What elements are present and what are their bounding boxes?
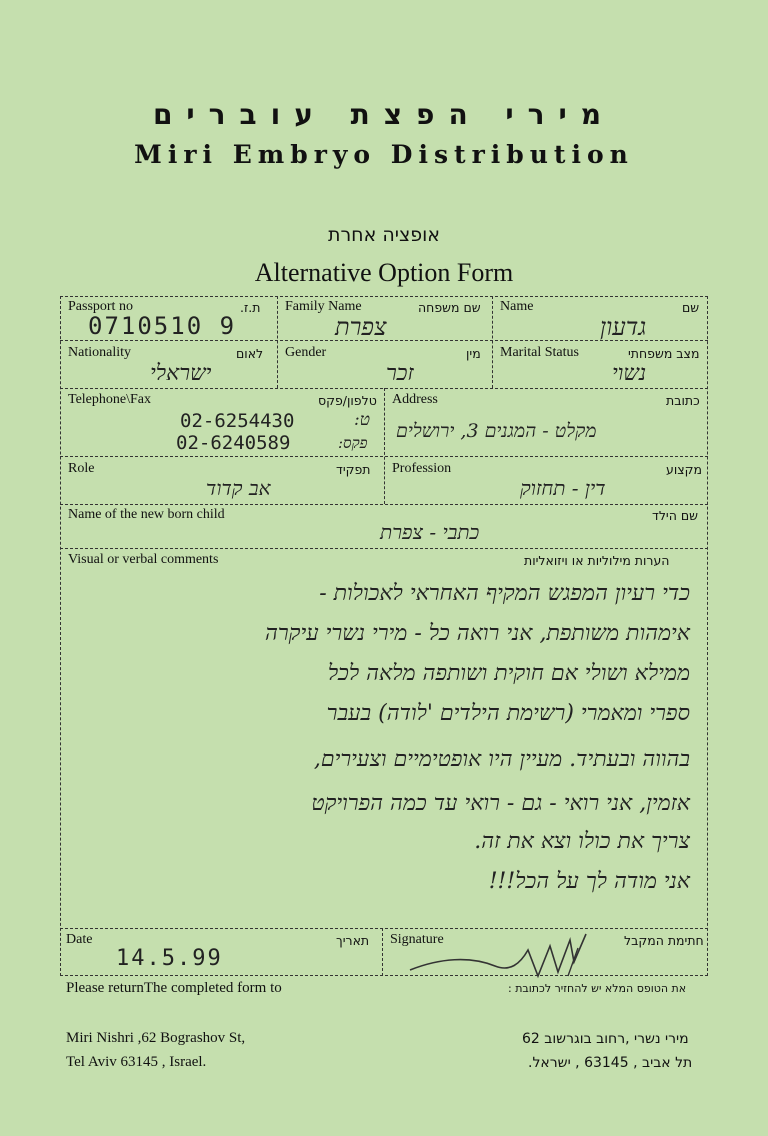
marital-status-label-he: מצב משפחתי bbox=[628, 346, 700, 361]
signature-scribble[interactable] bbox=[400, 928, 620, 988]
signature-label: Signature bbox=[390, 932, 444, 947]
gender-label: Gender bbox=[285, 345, 327, 360]
child-name-label: Name of the new born child bbox=[68, 507, 225, 522]
nationality-field[interactable]: ישראלי bbox=[150, 361, 212, 386]
family-name-field[interactable]: צפרת bbox=[335, 313, 387, 341]
telephone-label: Telephone\Fax bbox=[68, 392, 151, 407]
telephone-field[interactable]: 02-6254430 bbox=[180, 410, 295, 432]
row-divider bbox=[60, 504, 708, 505]
return-instructions-en: Please returnThe completed form to bbox=[66, 980, 282, 996]
col-divider bbox=[277, 296, 278, 388]
date-label: Date bbox=[66, 932, 93, 947]
profession-field[interactable]: דין - תחזוק bbox=[520, 476, 606, 500]
gender-label-he: מין bbox=[466, 346, 481, 361]
role-field[interactable]: אב קדוד bbox=[206, 476, 271, 500]
passport-field[interactable]: 0710510 9 bbox=[88, 312, 237, 340]
telephone-mark: ט: bbox=[354, 410, 370, 430]
comments-label: Visual or verbal comments bbox=[68, 552, 219, 567]
marital-status-label: Marital Status bbox=[500, 345, 579, 360]
col-divider bbox=[384, 388, 385, 504]
comment-line: צריך את כולו וצא את זה. bbox=[474, 829, 690, 854]
passport-label: Passport no bbox=[68, 299, 133, 314]
family-name-label: Family Name bbox=[285, 299, 362, 314]
comment-line: אימהות משותפת, אני רואה כל - מירי נשרי עיקרה bbox=[264, 621, 690, 646]
comment-line: ספרי ומאמרי (רשימת הילדים 'לודה) בעבר bbox=[326, 701, 690, 726]
comment-line: אני מודה לך על הכל!!! bbox=[488, 869, 690, 894]
telephone-label-he: טלפון/פקס bbox=[318, 393, 377, 408]
nationality-label-he: לאום bbox=[236, 346, 264, 361]
name-field[interactable]: גדעון bbox=[600, 313, 647, 341]
signature-label-he: חתימת המקבל bbox=[624, 933, 704, 948]
address-field[interactable]: מקלט - המגנים 3, ירושלים bbox=[396, 420, 597, 442]
name-label: Name bbox=[500, 299, 534, 314]
profession-label: Profession bbox=[392, 461, 452, 476]
address-en-line2: Tel Aviv 63145 , Israel. bbox=[66, 1054, 207, 1070]
hebrew-title: מירי הפצת עוברים bbox=[152, 98, 616, 131]
profession-label-he: מקצוע bbox=[666, 462, 703, 477]
comment-line: ממילא ושולי אם חוקית ושותפה מלאה לכל bbox=[327, 661, 690, 686]
role-label: Role bbox=[68, 461, 95, 476]
row-divider bbox=[60, 548, 708, 549]
fax-field[interactable]: 02-6240589 bbox=[176, 432, 291, 454]
child-name-field[interactable]: כתבי - צפרת bbox=[380, 520, 480, 544]
family-name-label-he: שם משפחה bbox=[418, 300, 481, 315]
hebrew-subtitle: אופציה אחרת bbox=[327, 224, 441, 246]
comments-label-he: הערות מילוליות או ויזואליות bbox=[524, 553, 670, 568]
address-en-line1: Miri Nishri ,62 Bograshov St, bbox=[66, 1030, 246, 1046]
address-he-line2: תל אביב , 63145 , ישראל. bbox=[528, 1055, 693, 1071]
address-label-he: כתובת bbox=[666, 393, 700, 408]
address-he-line1: מירי נשרי ,רחוב בוגרשוב 62 bbox=[522, 1031, 689, 1047]
comment-line: אזמין, אני רואי - גם - רואי עד כמה הפרויקט bbox=[311, 791, 690, 816]
nationality-label: Nationality bbox=[68, 345, 131, 360]
col-divider bbox=[492, 296, 493, 388]
date-field[interactable]: 14.5.99 bbox=[116, 946, 223, 971]
address-label: Address bbox=[392, 392, 438, 407]
name-label-he: שם bbox=[682, 300, 700, 315]
english-subtitle: Alternative Option Form bbox=[254, 258, 514, 287]
comment-line: בהווה ובעתיד. מעיין היו אופטימיים וצעירים, bbox=[313, 747, 690, 772]
child-name-label-he: שם הילד bbox=[652, 508, 699, 523]
english-title: Miri Embryo Distribution bbox=[134, 140, 634, 169]
passport-label-he: ת.ז. bbox=[240, 300, 261, 315]
return-instructions-he: את הטופס המלא יש להחזיר לכתובת : bbox=[508, 982, 687, 995]
date-label-he: תאריך bbox=[336, 933, 370, 948]
role-label-he: תפקיד bbox=[336, 462, 371, 477]
comment-line: כדי רעיון המפגש המקיף האחראי לאכולות - bbox=[319, 581, 690, 606]
gender-field[interactable]: זכר bbox=[386, 361, 414, 386]
col-divider bbox=[382, 928, 383, 976]
fax-mark: פקס: bbox=[338, 434, 368, 452]
marital-status-field[interactable]: נשוי bbox=[612, 361, 647, 386]
